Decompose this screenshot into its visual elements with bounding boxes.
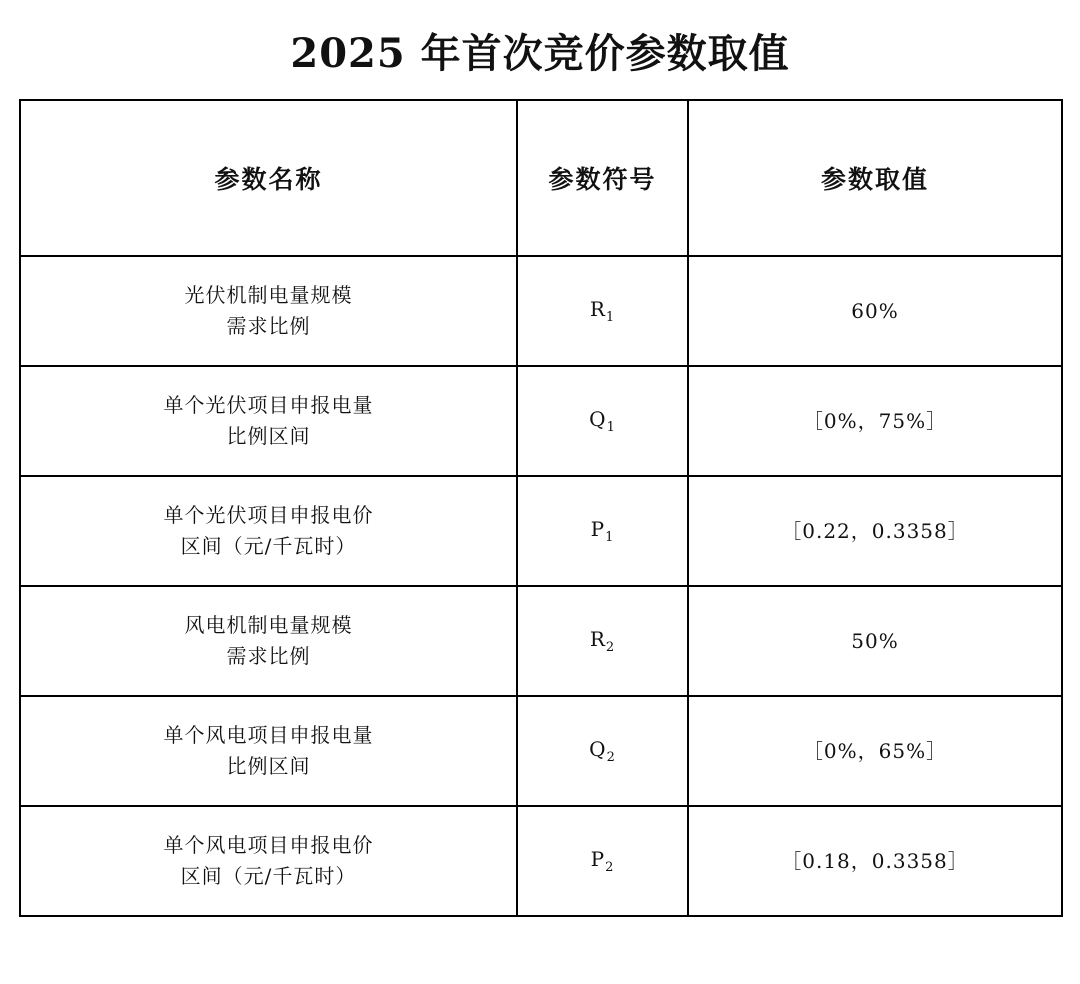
symbol-subscript: 2 <box>605 859 615 875</box>
parameter-name-line2: 比例区间 <box>226 424 311 448</box>
symbol-base: Q <box>589 406 607 431</box>
table-row <box>20 476 1062 586</box>
parameter-name-cell <box>20 256 517 366</box>
parameter-value-cell: ［0.22，0.3358］ <box>688 476 1062 586</box>
table-header <box>20 100 1062 256</box>
parameter-symbol-cell <box>517 256 688 366</box>
parameter-name-cell <box>20 696 517 806</box>
parameter-value-cell: ［0.18，0.3358］ <box>688 806 1062 916</box>
page-title: 2025 年首次竞价参数取值 <box>290 30 790 77</box>
table-row <box>20 256 1062 366</box>
symbol-subscript: 2 <box>605 639 616 655</box>
symbol-base: P <box>590 516 606 541</box>
column-header-parameter-symbol: 参数符号 <box>517 100 688 256</box>
parameter-name-cell <box>20 366 517 476</box>
parameter-symbol-cell <box>517 806 688 916</box>
table-body <box>20 256 1062 916</box>
table-row <box>20 586 1062 696</box>
parameter-value-cell: ［0%，65%］ <box>688 696 1062 806</box>
parameter-symbol-cell <box>517 696 688 806</box>
symbol-subscript: 1 <box>605 309 616 325</box>
parameter-value-cell: 60% <box>688 256 1062 366</box>
parameter-name-line1: 光伏机制电量规模 <box>184 283 353 307</box>
parameter-name-cell <box>20 476 517 586</box>
parameter-name-line1: 单个风电项目申报电价 <box>163 833 374 857</box>
table-header-row <box>20 100 1062 256</box>
symbol-base: P <box>590 846 606 871</box>
parameter-name-line1: 单个风电项目申报电量 <box>163 723 374 747</box>
parameter-name-line2: 区间（元/千瓦时） <box>180 534 357 558</box>
table-row <box>20 806 1062 916</box>
parameter-name-cell <box>20 586 517 696</box>
symbol-base: R <box>589 626 606 651</box>
parameter-name-line2: 区间（元/千瓦时） <box>180 864 357 888</box>
symbol-subscript: 2 <box>606 749 616 765</box>
parameter-value-cell: 50% <box>688 586 1062 696</box>
symbol-subscript: 1 <box>606 419 616 435</box>
parameter-symbol-cell <box>517 476 688 586</box>
parameter-name-line1: 单个光伏项目申报电价 <box>163 503 374 527</box>
symbol-base: Q <box>589 736 607 761</box>
table-container <box>19 99 1061 917</box>
parameters-table <box>19 99 1063 917</box>
table-row <box>20 696 1062 806</box>
parameter-name-line1: 风电机制电量规模 <box>184 613 353 637</box>
symbol-subscript: 1 <box>605 529 615 545</box>
column-header-parameter-name: 参数名称 <box>20 100 517 256</box>
table-row <box>20 366 1062 476</box>
parameter-name-line2: 比例区间 <box>226 754 311 778</box>
column-header-parameter-value: 参数取值 <box>688 100 1062 256</box>
parameter-value-cell: ［0%，75%］ <box>688 366 1062 476</box>
parameter-name-line2: 需求比例 <box>226 644 311 668</box>
parameter-symbol-cell <box>517 586 688 696</box>
parameter-name-cell <box>20 806 517 916</box>
parameter-symbol-cell <box>517 366 688 476</box>
symbol-base: R <box>589 296 606 321</box>
parameter-name-line1: 单个光伏项目申报电量 <box>163 393 374 417</box>
parameter-name-line2: 需求比例 <box>226 314 311 338</box>
